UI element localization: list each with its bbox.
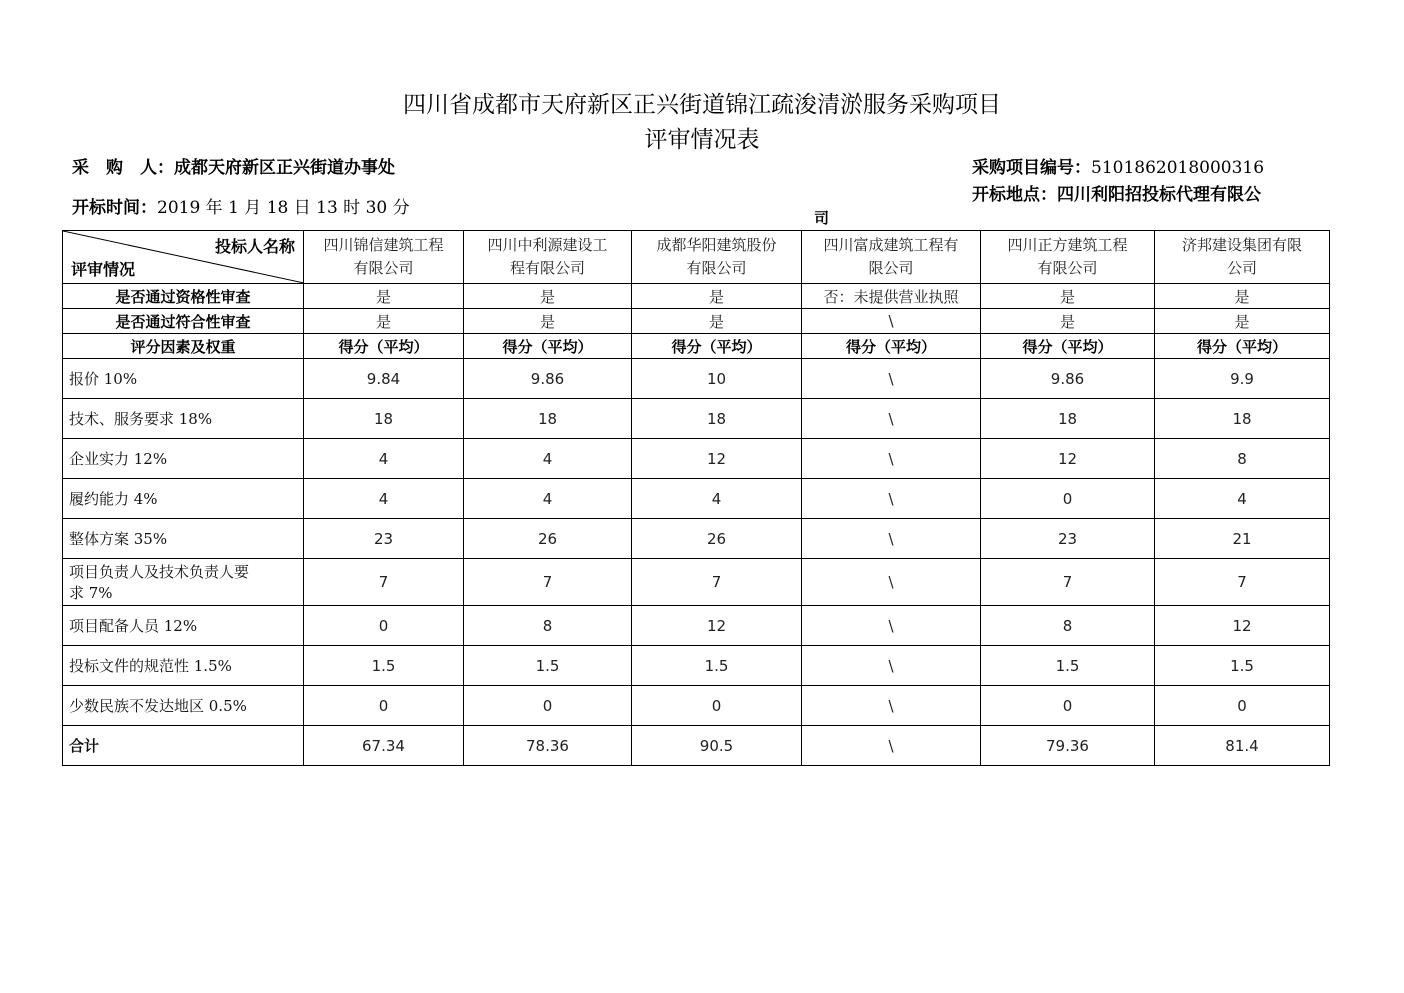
cell-value: 12 (1155, 606, 1330, 646)
cell-value: 4 (464, 479, 632, 519)
cell-value: 4 (304, 439, 464, 479)
cell-value: 4 (632, 479, 802, 519)
cell-value: 是 (632, 309, 802, 334)
cell-value: 0 (1155, 686, 1330, 726)
cell-value: 是 (304, 309, 464, 334)
total-value: 81.4 (1155, 726, 1330, 766)
open-time-value: 2019 年 1 月 18 日 13 时 30 分 (157, 198, 410, 218)
purchaser-label: 采 购 人： (72, 158, 174, 178)
document-subtitle: 评审情况表 (644, 127, 760, 153)
score-row (63, 646, 1330, 686)
cell-value: 4 (304, 479, 464, 519)
cell-value: 是 (981, 284, 1155, 309)
bidder-name: 四川锦信建筑工程 有限公司 (304, 231, 464, 284)
bidder-name: 济邦建设集团有限 公司 (1155, 231, 1330, 284)
header-corner-cell (63, 231, 304, 284)
cell-value: 0 (632, 686, 802, 726)
score-row (63, 439, 1330, 479)
row-label: 少数民族不发达地区 0.5% (63, 686, 304, 726)
cell-value: 8 (1155, 439, 1330, 479)
open-place-line (972, 180, 1261, 205)
total-value: 90.5 (632, 726, 802, 766)
cell-value: 8 (981, 606, 1155, 646)
cell-value: 1.5 (304, 646, 464, 686)
project-number-value: 5101862018000316 (1091, 158, 1265, 178)
cell-value: 否：未提供营业执照 (802, 284, 981, 309)
cell-value: 4 (1155, 479, 1330, 519)
cell-value: \ (802, 646, 981, 686)
bidder-name: 四川富成建筑工程有 限公司 (802, 231, 981, 284)
score-header: 得分（平均） (464, 334, 632, 359)
row-label: 项目负责人及技术负责人要 求 7% (63, 559, 304, 606)
row-label: 项目配备人员 12% (63, 606, 304, 646)
cell-value: 是 (1155, 284, 1330, 309)
cell-value: \ (802, 559, 981, 606)
cell-value: 1.5 (1155, 646, 1330, 686)
cell-value: 12 (981, 439, 1155, 479)
row-label: 履约能力 4% (63, 479, 304, 519)
cell-value: 23 (981, 519, 1155, 559)
cell-value: 7 (981, 559, 1155, 606)
cell-value: 10 (632, 359, 802, 399)
score-row (63, 479, 1330, 519)
cell-value: 7 (1155, 559, 1330, 606)
open-place-label: 开标地点： (972, 185, 1057, 205)
cell-value: 是 (981, 309, 1155, 334)
score-header: 得分（平均） (1155, 334, 1330, 359)
row-label: 企业实力 12% (63, 439, 304, 479)
cell-value: 0 (981, 479, 1155, 519)
cell-value: 是 (464, 309, 632, 334)
score-row (63, 606, 1330, 646)
row-label: 是否通过符合性审查 (63, 309, 304, 334)
bidder-name: 成都华阳建筑股份 有限公司 (632, 231, 802, 284)
cell-value: 0 (304, 606, 464, 646)
cell-value: \ (802, 479, 981, 519)
cell-value: 18 (981, 399, 1155, 439)
evaluation-table (62, 230, 1330, 766)
factor-header: 评分因素及权重 (63, 334, 304, 359)
cell-value: 9.86 (464, 359, 632, 399)
row-label: 投标文件的规范性 1.5% (63, 646, 304, 686)
cell-value: 12 (632, 439, 802, 479)
cell-value: 是 (464, 284, 632, 309)
bidder-name: 四川中利源建设工 程有限公司 (464, 231, 632, 284)
purchaser-value: 成都天府新区正兴街道办事处 (174, 158, 395, 178)
score-header: 得分（平均） (632, 334, 802, 359)
qualification-row (63, 284, 1330, 309)
cell-value: \ (802, 359, 981, 399)
project-number-line (972, 153, 1264, 178)
cell-value: 7 (464, 559, 632, 606)
cell-value: 18 (304, 399, 464, 439)
cell-value: 26 (464, 519, 632, 559)
cell-value: \ (802, 439, 981, 479)
cell-value: 12 (632, 606, 802, 646)
cell-value: 0 (464, 686, 632, 726)
cell-value: 7 (632, 559, 802, 606)
cell-value: 18 (464, 399, 632, 439)
cell-value: 1.5 (981, 646, 1155, 686)
cell-value: 0 (981, 686, 1155, 726)
score-row (63, 519, 1330, 559)
total-value: \ (802, 726, 981, 766)
open-place-wrap: 司 (814, 209, 830, 227)
purchaser-line (72, 153, 395, 178)
cell-value: 21 (1155, 519, 1330, 559)
cell-value: 是 (304, 284, 464, 309)
cell-value: 是 (1155, 309, 1330, 334)
score-header: 得分（平均） (802, 334, 981, 359)
cell-value: 0 (304, 686, 464, 726)
total-row (63, 726, 1330, 766)
score-header: 得分（平均） (304, 334, 464, 359)
cell-value: 是 (632, 284, 802, 309)
cell-value: 8 (464, 606, 632, 646)
cell-value: 9.86 (981, 359, 1155, 399)
cell-value: 1.5 (632, 646, 802, 686)
score-row (63, 559, 1330, 606)
open-time-label: 开标时间： (72, 198, 157, 218)
open-place-value: 四川利阳招投标代理有限公 (1057, 185, 1261, 205)
row-label: 是否通过资格性审查 (63, 284, 304, 309)
score-row (63, 686, 1330, 726)
cell-value: 18 (1155, 399, 1330, 439)
cell-value: \ (802, 686, 981, 726)
row-label: 技术、服务要求 18% (63, 399, 304, 439)
cell-value: \ (802, 399, 981, 439)
document-title: 四川省成都市天府新区正兴街道锦江疏浚清淤服务采购项目 (403, 92, 1001, 118)
cell-value: 26 (632, 519, 802, 559)
cell-value: 7 (304, 559, 464, 606)
score-row (63, 399, 1330, 439)
cell-value: 9.84 (304, 359, 464, 399)
cell-value: \ (802, 309, 981, 334)
total-value: 78.36 (464, 726, 632, 766)
cell-value: \ (802, 519, 981, 559)
score-row (63, 359, 1330, 399)
row-label: 整体方案 35% (63, 519, 304, 559)
cell-value: 23 (304, 519, 464, 559)
score-header: 得分（平均） (981, 334, 1155, 359)
cell-value: 4 (464, 439, 632, 479)
corner-review-label: 评审情况 (71, 260, 136, 279)
total-value: 67.34 (304, 726, 464, 766)
row-label: 报价 10% (63, 359, 304, 399)
cell-value: 18 (632, 399, 802, 439)
score-header-row (63, 334, 1330, 359)
total-value: 79.36 (981, 726, 1155, 766)
project-number-label: 采购项目编号： (972, 158, 1091, 178)
cell-value: 1.5 (464, 646, 632, 686)
total-label: 合计 (63, 726, 304, 766)
bidder-name: 四川正方建筑工程 有限公司 (981, 231, 1155, 284)
corner-bidder-label: 投标人名称 (214, 237, 295, 256)
cell-value: 9.9 (1155, 359, 1330, 399)
compliance-row (63, 309, 1330, 334)
cell-value: \ (802, 606, 981, 646)
bidder-header-row (63, 231, 1330, 284)
open-time-line (72, 193, 410, 218)
